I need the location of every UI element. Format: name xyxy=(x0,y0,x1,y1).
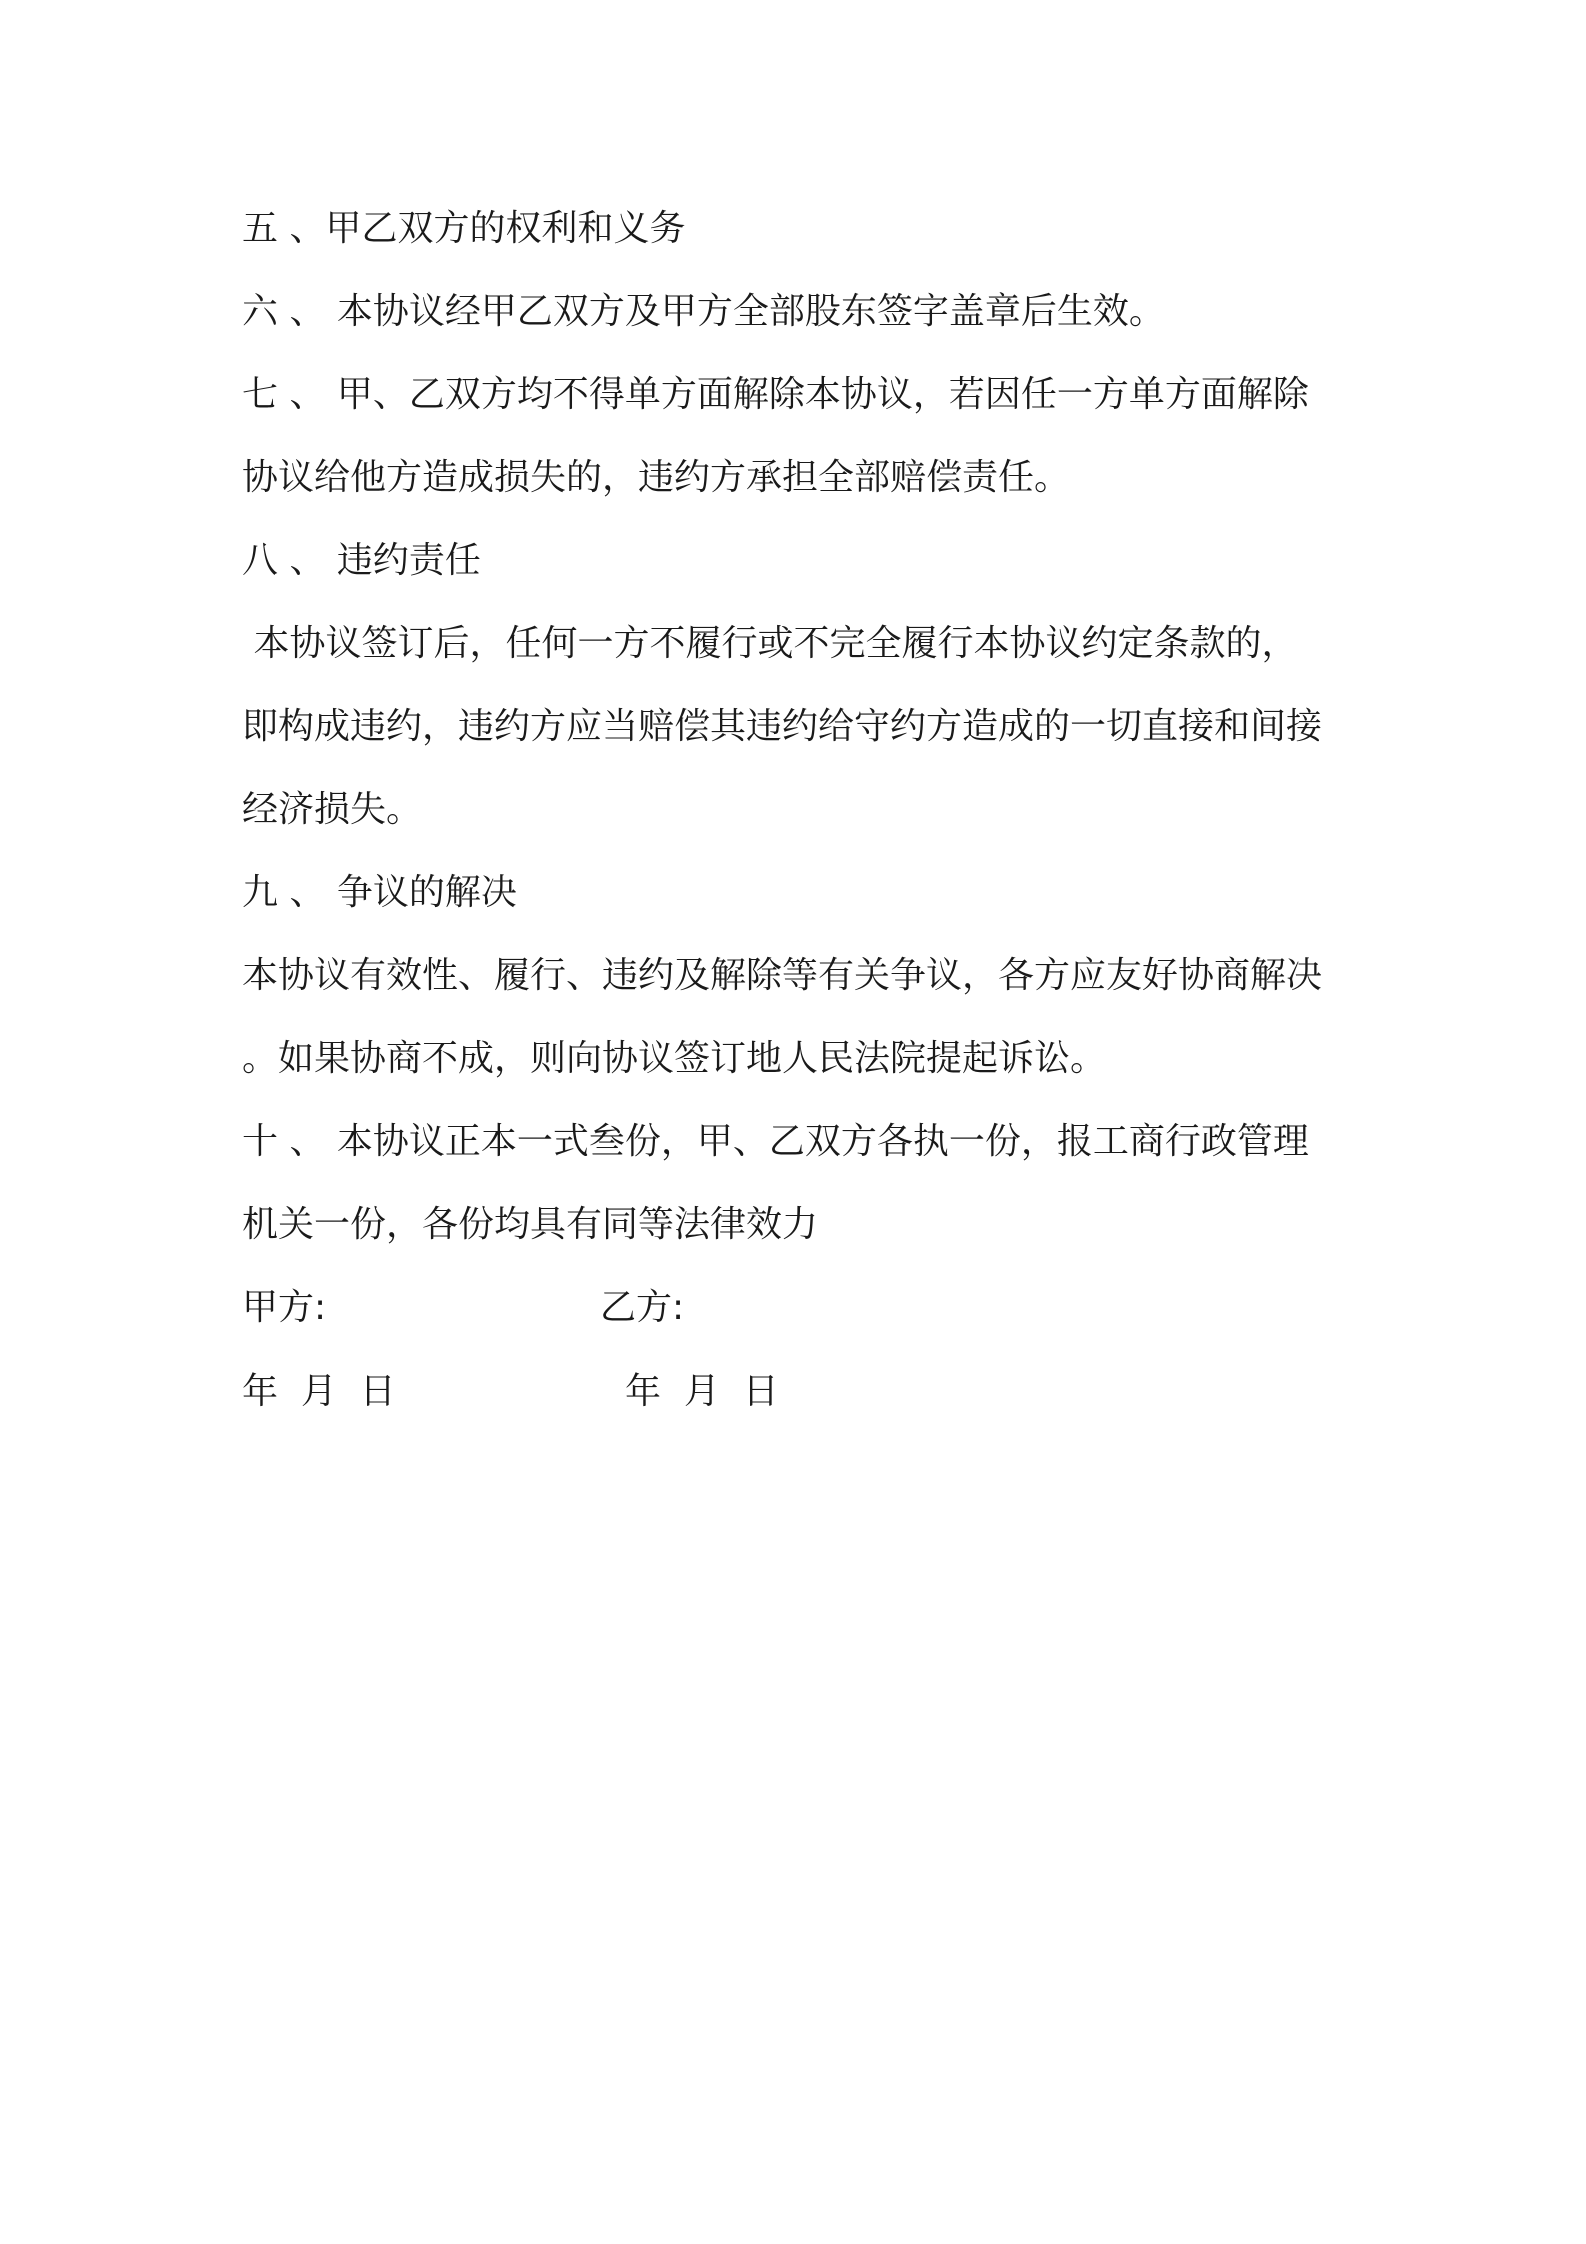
party-a-date: 年 月 日 xyxy=(242,1371,396,1412)
party-b-date: 年 月 日 xyxy=(625,1371,779,1412)
clause-7-line-2: 协议给他方造成损失的，违约方承担全部赔偿责任。 xyxy=(242,457,1071,498)
clause-9-body-line-1: 本协议有效性、履行、违约及解除等有关争议，各方应友好协商解决 xyxy=(242,955,1323,996)
clause-10-line-1: 十 、 本协议正本一式叁份，甲、乙双方各执一份，报工商行政管理 xyxy=(242,1121,1309,1162)
clause-9-heading: 九 、 争议的解决 xyxy=(242,872,517,913)
clause-6: 六 、 本协议经甲乙双方及甲方全部股东签字盖章后生效。 xyxy=(242,291,1165,332)
clause-8-body-line-3: 经济损失。 xyxy=(242,789,423,830)
clause-9-body-line-2: 。如果协商不成，则向协议签订地人民法院提起诉讼。 xyxy=(242,1038,1107,1079)
party-a-label: 甲方: xyxy=(242,1287,327,1328)
clause-5-heading: 五 、甲乙双方的权利和义务 xyxy=(242,208,686,249)
clause-8-body-line-2: 即构成违约，违约方应当赔偿其违约给守约方造成的一切直接和间接 xyxy=(242,706,1323,747)
clause-8-heading: 八 、 违约责任 xyxy=(242,540,481,581)
clause-10-line-2: 机关一份，各份均具有同等法律效力 xyxy=(242,1204,819,1245)
party-b-label: 乙方: xyxy=(600,1287,685,1328)
clause-7-line-1: 七 、 甲、乙双方均不得单方面解除本协议，若因任一方单方面解除 xyxy=(242,374,1309,415)
clause-8-body-line-1: 本协议签订后，任何一方不履行或不完全履行本协议约定条款的， xyxy=(242,623,1298,664)
